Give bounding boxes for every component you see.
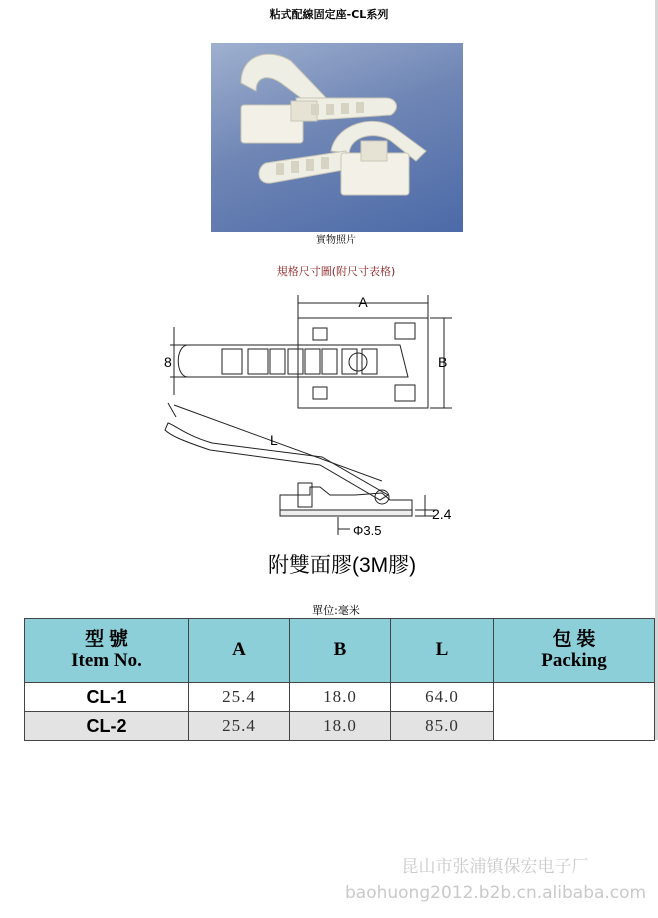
header-b: B: [290, 619, 391, 683]
header-packing: [494, 619, 655, 683]
label-a: A: [358, 294, 368, 310]
header-l: L: [391, 619, 494, 683]
table-header-row: [25, 619, 655, 683]
label-2-4: 2.4: [432, 506, 452, 522]
watermark: [345, 854, 645, 907]
label-phi: Φ3.5: [353, 523, 382, 538]
header-a: A: [189, 619, 290, 683]
tape-note: 附雙面膠(3M膠): [268, 554, 417, 577]
label-8: 8: [164, 354, 172, 370]
photo-caption: 實物照片: [316, 235, 356, 246]
cell-packing: [494, 683, 655, 741]
label-l: L: [270, 432, 278, 448]
header-item-cn: 型 號: [85, 628, 128, 650]
cell-item: CL-2: [25, 712, 189, 741]
spec-caption: 規格尺寸圖(附尺寸表格): [276, 265, 396, 278]
cell-item: CL-1: [25, 683, 189, 712]
watermark-company: 昆山市张浦镇保宏电子厂: [401, 857, 589, 877]
unit-note: 單位:毫米: [312, 604, 360, 617]
cell-l: 64.0: [391, 683, 494, 712]
header-packing-en: Packing: [541, 649, 607, 671]
document-title: 粘式配線固定座-CL系列: [269, 8, 389, 21]
header-packing-cn: 包 裝: [552, 628, 596, 650]
cell-a: 25.4: [189, 683, 290, 712]
table-row: [25, 683, 655, 712]
watermark-url: baohuong2012.b2b.cn.alibaba.com: [345, 883, 647, 904]
header-item: [25, 619, 189, 683]
cell-l: 85.0: [391, 712, 494, 741]
label-b: B: [438, 354, 448, 370]
product-photo: [211, 43, 463, 232]
cell-b: 18.0: [290, 683, 391, 712]
cell-a: 25.4: [189, 712, 290, 741]
spec-table: [24, 618, 655, 741]
dimension-drawing: [150, 285, 480, 585]
cell-b: 18.0: [290, 712, 391, 741]
header-item-en: Item No.: [71, 649, 142, 671]
